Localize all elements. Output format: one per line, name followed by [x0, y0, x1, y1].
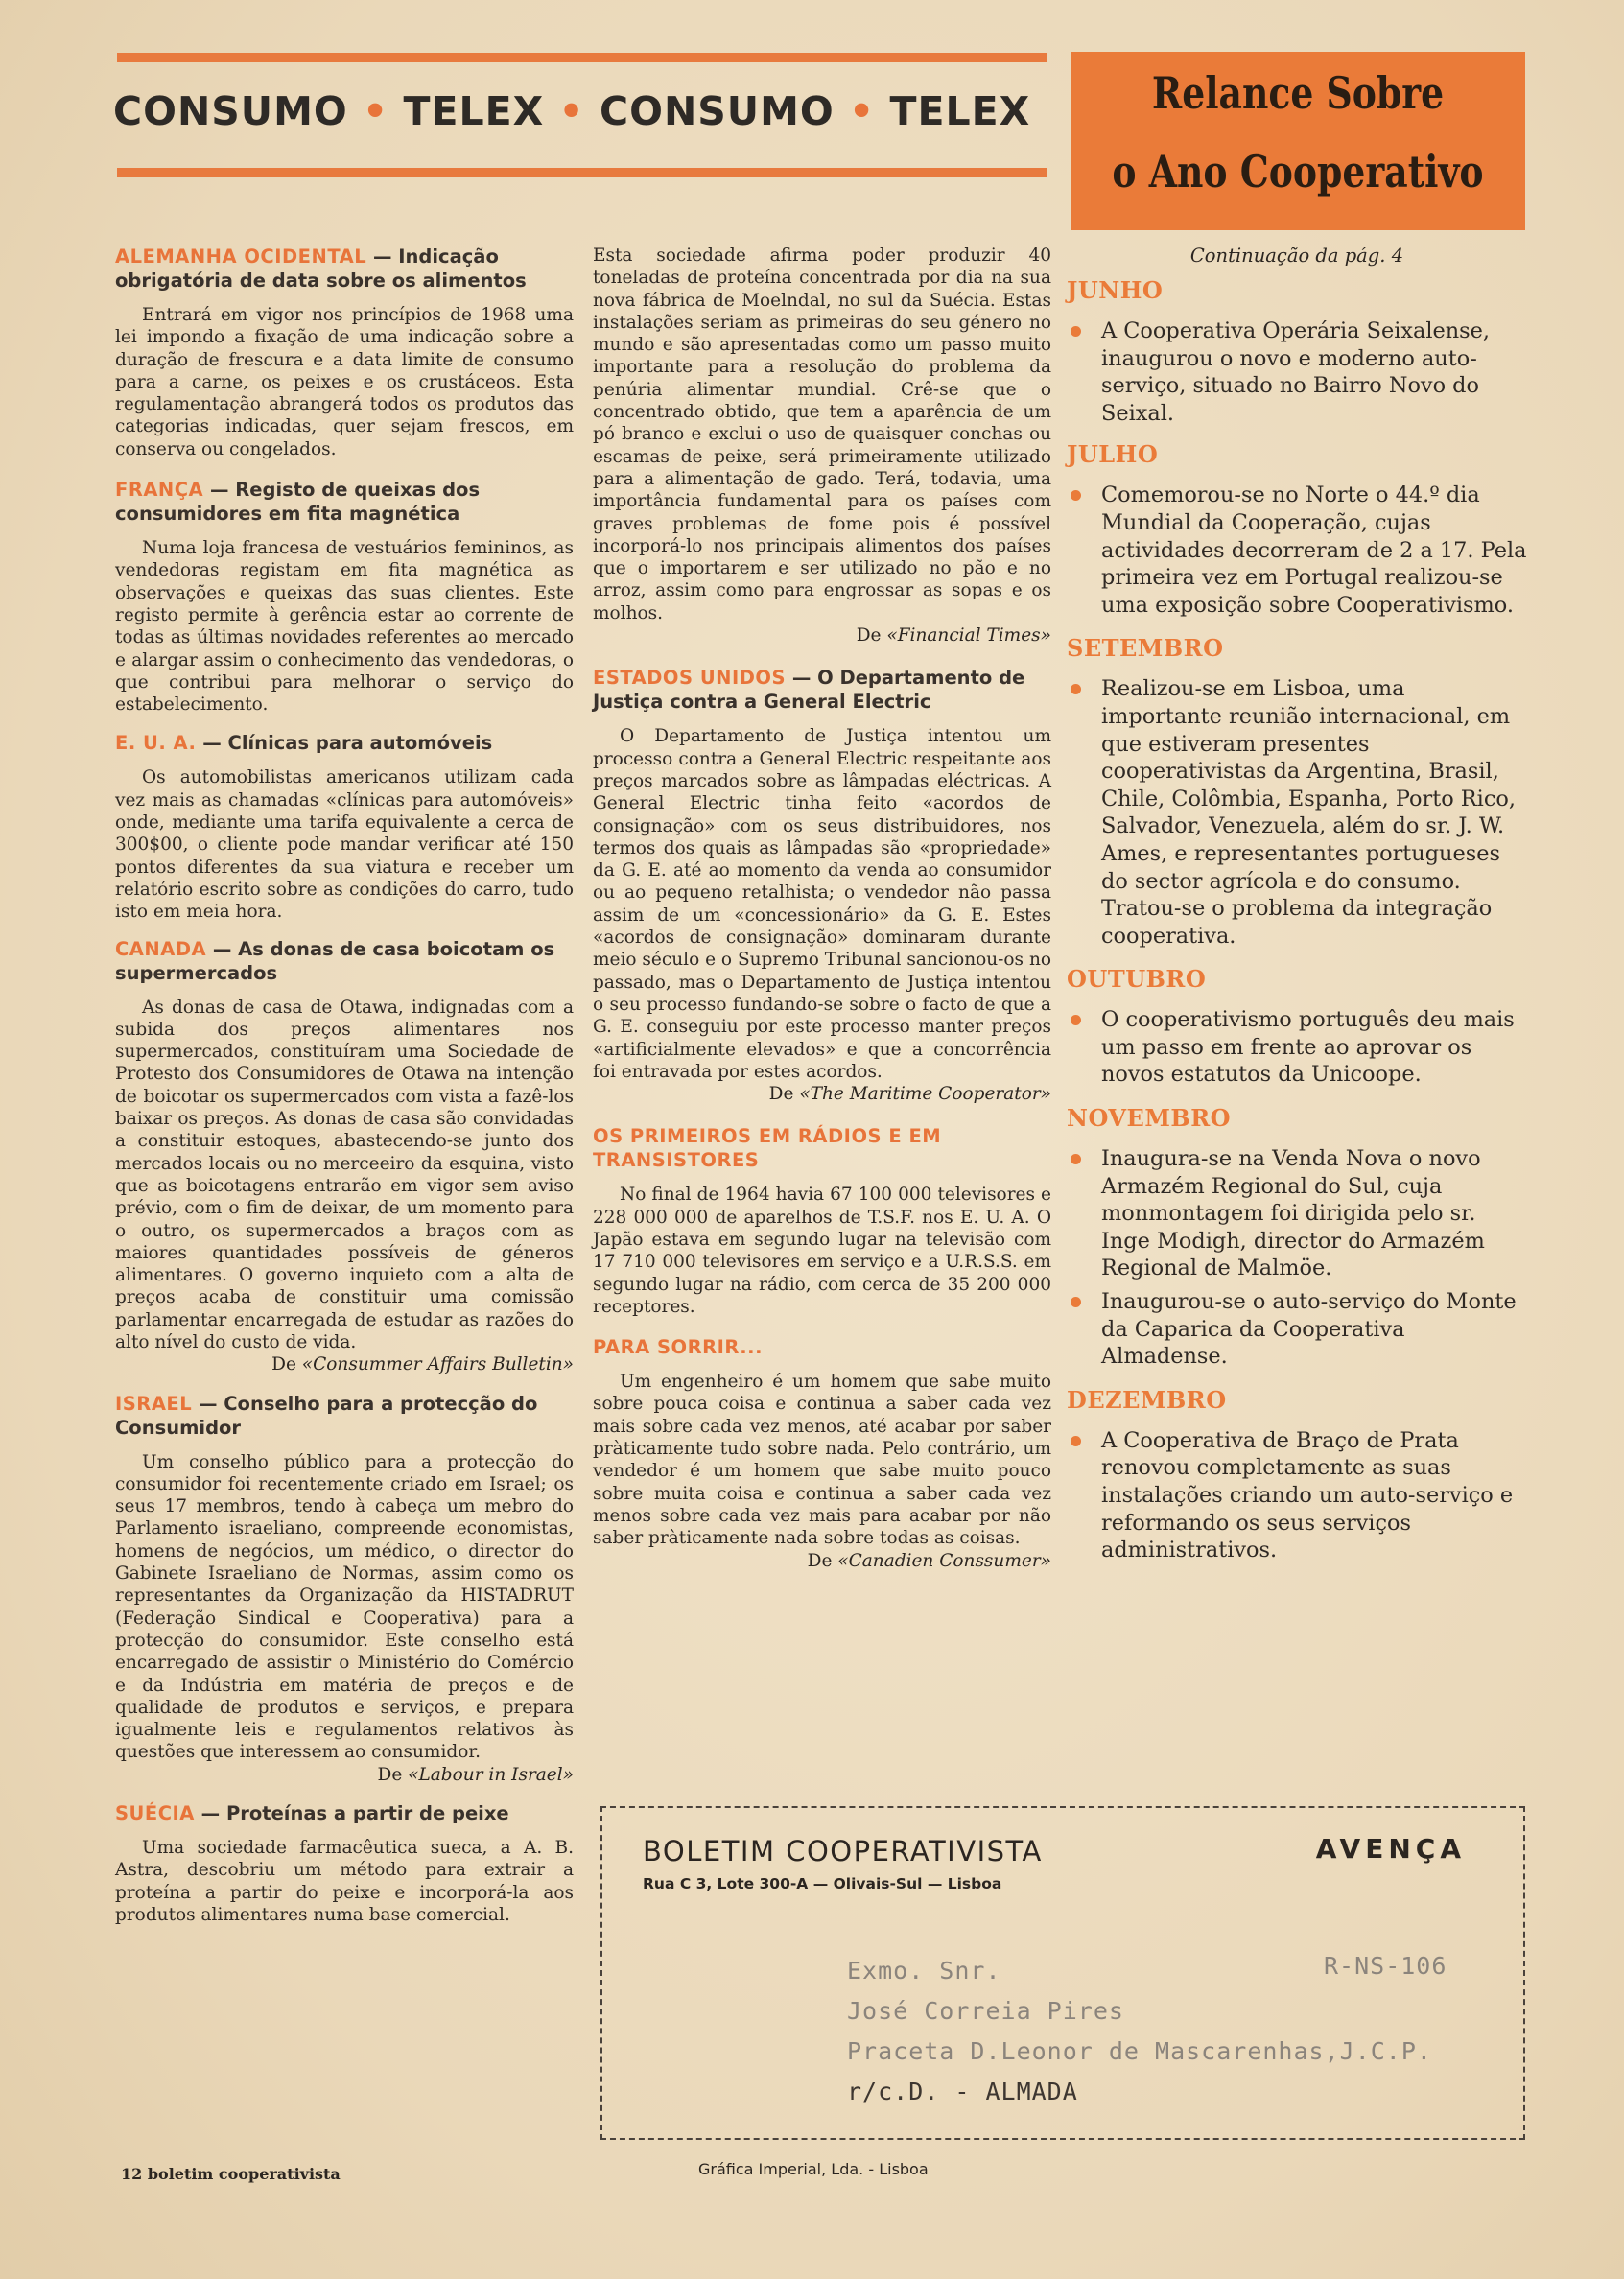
- subscriber-code: R-NS-106: [1324, 1952, 1447, 1980]
- article-heading: [593, 1335, 1051, 1359]
- article-title: — Conselho para a protecção do Consumidor: [115, 1392, 538, 1439]
- timeline-item: [1067, 1145, 1527, 1282]
- relance-banner: [1071, 52, 1525, 230]
- addressee-street: Praceta D.Leonor de Mascarenhas,J.C.P.: [847, 2037, 1432, 2065]
- bullet-icon: [1071, 684, 1081, 694]
- timeline-text: O cooperativismo português deu mais um passo em frente ao aprovar os novos estatutos da Unicoope.: [1101, 1007, 1515, 1088]
- article: [115, 731, 574, 923]
- addressee-name: José Correia Pires: [847, 1997, 1124, 2025]
- bottom-rule: [117, 168, 1047, 177]
- source-name: «Financial Times»: [886, 625, 1051, 646]
- source-name: «Canadien Conssumer»: [837, 1550, 1051, 1571]
- article-heading: [593, 1124, 1051, 1172]
- month-heading: NOVEMBRO: [1067, 1104, 1232, 1133]
- article-country: SUÉCIA: [115, 1802, 195, 1825]
- article-body: No final de 1964 havia 67 100 000 televisores e 228 000 000 de aparelhos de T.S.F. nos E. U. A. O Japão estava em segundo lugar na televisão com 17 710 000 televisores em serviço e a U.R.S.S. em segundo lugar na rádio, com cerca de 35 200 000 receptores.: [593, 1185, 1051, 1317]
- article-body: O Departamento de Justiça intentou um processo contra a General Electric respeitante aos preços marcados sobre as lâmpadas eléctricas. A General Electric tinha feito «acordos de consignação» com os seus distribuidores, nos termos dos quais as lâmpadas são «propriedade» da G. E. até ao momento da venda ao consumidor ou ao pequeno retalhista; o vendedor não passa assim de um «concessionário» da G. E. Estes «acordos de consignação» dominaram durante meio século e o Supremo Tribunal sancionou-os no passado, mas o Departamento de Justiça intentou o seu processo fundando-se sobre o facto de que a G. E. conseguiu por este processo manter preços «artificialmente elevados» e que a concorrência foi entravada por estes acordos.: [593, 726, 1051, 1082]
- article-heading: [115, 1392, 574, 1440]
- bullet-icon: [1071, 490, 1081, 501]
- article-body: Um engenheiro é um homem que sabe muito sobre pouca coisa e continua a saber cada vez mais sobre cada vez menos, até acabar por saber pràticamente tudo sobre nada. Pelo contrário, um vendedor é um homem que sabe muito pouco sobre muita coisa e continua a saber cada vez menos sobre cada vez mais para acabar por não saber pràticamente nada sobre todas as coisas.: [593, 1372, 1051, 1549]
- timeline-item: [1067, 482, 1527, 619]
- month-heading: JUNHO: [1067, 276, 1164, 304]
- source-prefix: De: [768, 1084, 794, 1105]
- article: [593, 1124, 1051, 1318]
- addressee-city: r/c.D. - ALMADA: [847, 2078, 1078, 2105]
- article-heading: [593, 666, 1051, 714]
- addressee-salutation: Exmo. Snr.: [847, 1957, 1001, 1985]
- continuation-note: Continuação da pág. 4: [1189, 245, 1404, 267]
- timeline-text: Inaugurou-se o auto-serviço do Monte da Caparica da Cooperativa Almadense.: [1101, 1289, 1517, 1370]
- article: [115, 245, 574, 460]
- masthead-dot: •: [849, 88, 876, 134]
- month-heading: DEZEMBRO: [1067, 1385, 1227, 1414]
- article-title: — Registo de queixas dos consumidores em fita magnética: [115, 479, 481, 526]
- article-heading: [115, 937, 574, 985]
- article-heading: [115, 1801, 574, 1825]
- source-prefix: De: [271, 1354, 296, 1375]
- article-body: Uma sociedade farmacêutica sueca, a A. B. Astra, descobriu um método para extrair a proteína a partir do peixe e incorporá-la aos produtos alimentares numa base comercial.: [115, 1838, 574, 1925]
- column-2: [593, 245, 1051, 1572]
- article-country: FRANÇA: [115, 479, 204, 502]
- article-body: Entrará em vigor nos princípios de 1968 uma lei impondo a fixação de uma indicação sobre a duração de frescura e a data limite de consumo para a carne, os peixes e os crustáceos. Esta regulamentação abrangerá todos os produtos das categorias indicadas, quer sejam frescos, em conserva ou congelados.: [115, 305, 574, 459]
- column-3: [1067, 245, 1527, 1570]
- column-1: [115, 245, 574, 1926]
- bullet-icon: [1071, 1015, 1081, 1025]
- timeline-text: Comemorou-se no Norte o 44.º dia Mundial da Cooperação, cujas actividades decorreram de 2 a 17. Pela primeira vez em Portugal realizou-se uma exposição sobre Cooperativismo.: [1101, 482, 1527, 618]
- timeline-item: [1067, 675, 1527, 950]
- article-country: E. U. A.: [115, 732, 197, 755]
- relance-title-line1: Relance Sobre: [1151, 67, 1445, 119]
- article-body: Os automobilistas americanos utilizam cada vez mais as chamadas «clínicas para automóveis» onde, mediante uma tarifa equivalente a cerca de 300$00, o cliente pode mandar verificar até 150 pontos diferentes da sua viatura e receber um relatório escrito sobre as condições do carro, tudo isto em meia hora.: [115, 767, 574, 923]
- timeline-item: [1067, 1427, 1527, 1564]
- bullet-icon: [1071, 326, 1081, 337]
- article-source: [115, 1764, 574, 1786]
- top-rule: [117, 53, 1047, 62]
- masthead-dot: •: [558, 88, 585, 134]
- timeline-text: Inaugura-se na Venda Nova o novo Armazém Regional do Sul, cuja monmontagem foi dirigida pelo sr. Inge Modigh, director do Armazém Regional de Malmöe.: [1101, 1146, 1485, 1281]
- source-prefix: De: [807, 1550, 833, 1571]
- masthead-word: CONSUMO: [600, 88, 835, 134]
- mailing-label: [600, 1806, 1525, 2140]
- source-name: «The Maritime Cooperator»: [799, 1084, 1051, 1105]
- timeline-item: [1067, 317, 1527, 427]
- article-source: [593, 1550, 1051, 1572]
- timeline-item: [1067, 1288, 1527, 1371]
- timeline-text: Realizou-se em Lisboa, uma importante reunião internacional, em que estiveram presentes cooperativistas da Argentina, Brasil, Chile, Colômbia, Espanha, Porto Rico, Salvador, Venezuela, além do sr. J. W. Ames, e representantes portugueses do sector agrícola e do consumo. Tratou-se o problema da integração cooperativa.: [1101, 676, 1516, 949]
- bulletin-title: BOLETIM COOPERATIVISTA: [643, 1835, 1043, 1868]
- source-name: «Consummer Affairs Bulletin»: [301, 1354, 574, 1375]
- masthead-dot: •: [363, 88, 389, 134]
- article-country: OS PRIMEIROS EM RÁDIOS E EM TRANSISTORES: [593, 1125, 942, 1172]
- bullet-icon: [1071, 1297, 1081, 1307]
- timeline-text: A Cooperativa de Braço de Prata renovou completamente as suas instalações criando um auto-serviço e reformando os seus serviços administrativos.: [1101, 1427, 1514, 1563]
- article-heading: [115, 478, 574, 526]
- source-prefix: De: [856, 625, 882, 646]
- article-title: — Proteínas a partir de peixe: [200, 1802, 509, 1825]
- timeline-text: A Cooperativa Operária Seixalense, inaugurou o novo e moderno auto-serviço, situado no Bairro Novo do Seixal.: [1101, 318, 1491, 426]
- masthead-word: CONSUMO: [113, 88, 348, 134]
- article-country: CANADA: [115, 937, 207, 960]
- article: [593, 245, 1051, 646]
- article-source: [593, 624, 1051, 646]
- source-prefix: De: [377, 1764, 403, 1785]
- source-name: «Labour in Israel»: [408, 1764, 574, 1785]
- article-body: Um conselho público para a protecção do consumidor foi recentemente criado em Israel; os seus 17 membros, tendo à cabeça um mebro do Parlamento israeliano, compreende economistas, homens de negócios, um médico, o director do Gabinete Israeliano de Normas, assim como os representantes da Organização da HISTADRUT (Federação Sindical e Cooperativa) para a protecção do consumidor. Este conselho está encarregado de assistir o Ministério do Comércio e da Indústria em matéria de preços e de qualidade de produtos e serviços, e prepara igualmente leis e regulamentos relativos às questões que interessem ao consumidor.: [115, 1451, 574, 1763]
- article: [115, 937, 574, 1376]
- article-country: ISRAEL: [115, 1392, 193, 1415]
- avenca-label: AVENÇA: [1315, 1833, 1466, 1865]
- article-body: Esta sociedade afirma poder produzir 40 toneladas de proteína concentrada por dia na sua nova fábrica de Moelndal, no sul da Suécia. Estas instalações seriam as primeiras do seu género no mundo e são apresentadas como um passo muito importante para a resolução do problema da penúria alimentar mundial. Crê-se que o concentrado obtido, que tem a aparência de um pó branco e exclui o uso de quaisquer conchas ou escamas de peixe, será primeiramente utilizado para a alimentação de gado. Terá, todavia, uma importância fundamental para os países com graves problemas de fome pois é possível incorporá-lo nos principais alimentos dos países que o importarem e ser utilizado no pão e no arroz, assim como para engrossar as sopas e os molhos.: [593, 246, 1051, 623]
- article-title: — Clínicas para automóveis: [202, 732, 493, 755]
- article-heading: [115, 731, 574, 755]
- masthead-word: TELEX: [403, 88, 545, 134]
- month-heading: OUTUBRO: [1067, 965, 1207, 994]
- page-number-footer: 12 boletim cooperativista: [121, 2165, 341, 2183]
- relance-title-line2: o Ano Cooperativo: [1112, 146, 1484, 198]
- article: [115, 1392, 574, 1786]
- month-heading: JULHO: [1067, 440, 1159, 469]
- bulletin-address: Rua C 3, Lote 300-A — Olivais-Sul — Lisboa: [643, 1875, 1002, 1892]
- article: [115, 478, 574, 716]
- article: [593, 1335, 1051, 1572]
- article-body: As donas de casa de Otawa, indignadas com a subida dos preços alimentares nos supermercados, constituíram uma Sociedade de Protesto dos Consumidores de Otawa na intenção de boicotar os supermercados com vista a fazê-los baixar os preços. As donas de casa são convidadas a constituir estoques, abastecendo-se junto dos mercados locais ou no merceeiro da esquina, visto que as boicotagens entrarão em vigor sem aviso prévio, com o fim de deixar, de um momento para o outro, os supermercados a braços com as maiores quantidades possíveis de géneros alimentares. O governo inquieto com a alta de preços acaba de constituir uma comissão parlamentar encarregada de estudar as razões do alto nível do custo de vida.: [115, 997, 574, 1352]
- article-body: Numa loja francesa de vestuários femininos, as vendedoras registam em fita magnética as observações e queixas das suas clientes. Este registo permite à gerência estar ao corrente de todas as últimas novidades referentes ao mercado e alargar assim o conhecimento das vendedoras, o que contribui para melhorar o serviço do estabelecimento.: [115, 538, 574, 716]
- article: [115, 1801, 574, 1926]
- bullet-icon: [1071, 1154, 1081, 1164]
- month-heading: SETEMBRO: [1067, 634, 1224, 663]
- masthead: [113, 88, 1053, 146]
- article-source: [115, 1353, 574, 1375]
- article: [593, 666, 1051, 1105]
- article-title: — Indicação obrigatória de data sobre os alimentos: [115, 246, 527, 292]
- article-source: [593, 1083, 1051, 1105]
- article-country: PARA SORRIR...: [593, 1336, 763, 1359]
- printer-footer: Gráfica Imperial, Lda. - Lisboa: [698, 2160, 929, 2178]
- timeline-item: [1067, 1006, 1527, 1089]
- article-country: ALEMANHA OCIDENTAL: [115, 246, 367, 268]
- article-country: ESTADOS UNIDOS: [593, 667, 787, 690]
- masthead-word: TELEX: [889, 88, 1031, 134]
- article-title: — As donas de casa boicotam os supermercados: [115, 937, 555, 984]
- article-heading: [115, 245, 574, 293]
- bullet-icon: [1071, 1436, 1081, 1446]
- article-title: — O Departamento de Justiça contra a General Electric: [593, 667, 1025, 714]
